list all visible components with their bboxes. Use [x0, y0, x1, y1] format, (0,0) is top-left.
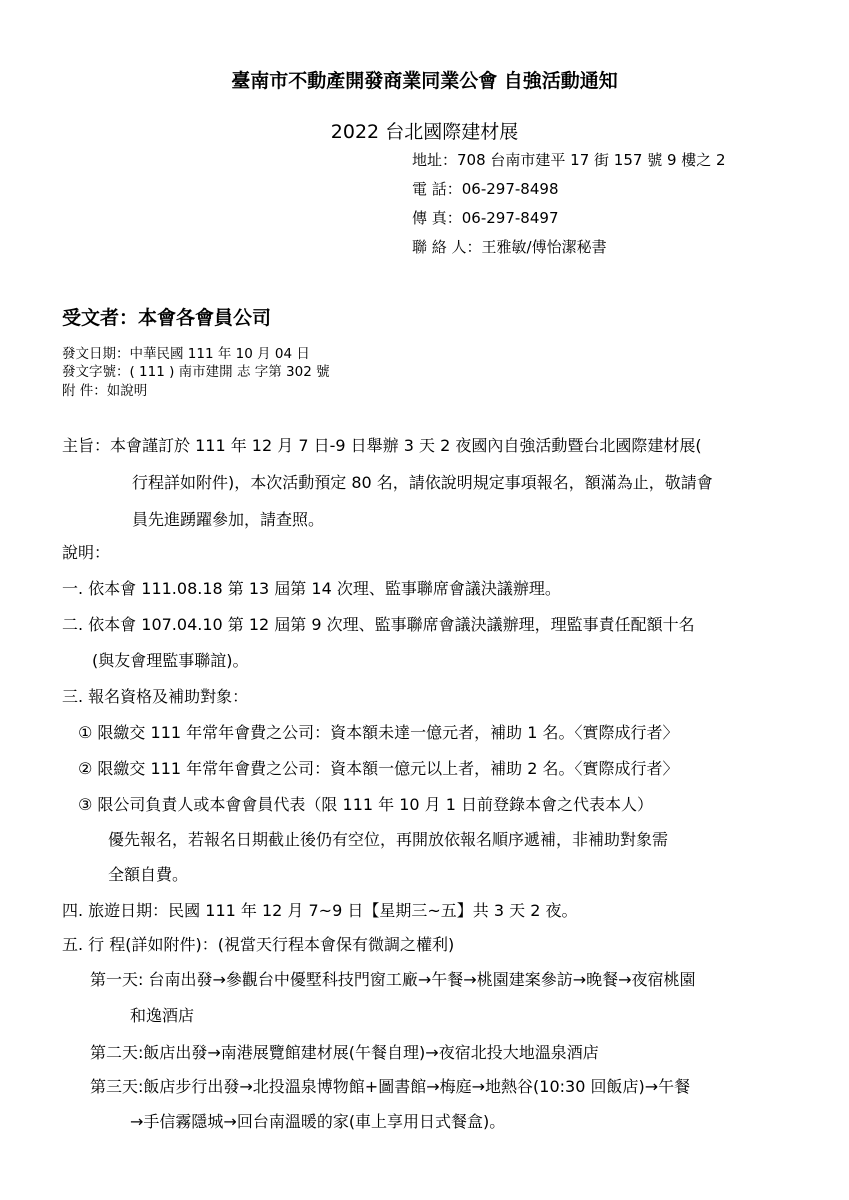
itinerary-day-1: 第一天: 台南出發→參觀台中優墅科技門窗工廠→午餐→桃園建案參訪→晚餐→夜宿桃園 — [90, 970, 696, 989]
eligibility-item-3: ③ 限公司負責人或本會會員代表（限 111 年 10 月 1 日前登錄本會之代表本人） — [78, 795, 654, 814]
explanation-item-3: 三. 報名資格及補助對象： — [62, 687, 249, 706]
document-number: 發文字號：( 111 ) 南市建開 志 字第 302 號 — [62, 364, 330, 380]
subject-line-2: 行程詳如附件)，本次活動預定 80 名，請依說明規定事項報名，額滿為止，敬請會 — [132, 473, 713, 492]
eligibility-item-2: ② 限繳交 111 年常年會費之公司：資本額一億元以上者，補助 2 名。〈實際成行者〉 — [78, 759, 679, 778]
itinerary-day-1-cont: 和逸酒店 — [130, 1006, 195, 1025]
eligibility-item-3-cont-1: 優先報名，若報名日期截止後仍有空位，再開放依報名順序遞補，非補助對象需 — [108, 830, 669, 849]
recipient: 受文者：本會各會員公司 — [62, 307, 272, 329]
eligibility-item-3-cont-2: 全額自費。 — [108, 865, 189, 884]
itinerary-day-2: 第二天:飯店出發→南港展覽館建材展(午餐自理)→夜宿北投大地溫泉酒店 — [90, 1043, 599, 1062]
contact-fax: 傳 真：06-297-8497 — [412, 209, 559, 227]
explanation-item-2-cont: (與友會理監事聯誼)。 — [92, 651, 249, 670]
explanation-item-1: 一. 依本會 111.08.18 第 13 屆第 14 次理、監事聯席會議決議辦理。 — [62, 579, 561, 598]
subject-line-3: 員先進踴躍參加，請查照。 — [132, 510, 325, 529]
itinerary-day-3: 第三天:飯店步行出發→北投溫泉博物館+圖書館→梅庭→地熱谷(10:30 回飯店)→午餐 — [90, 1077, 691, 1096]
explanation-item-2: 二. 依本會 107.04.10 第 12 屆第 9 次理、監事聯席會議決議辦理，理監事責任配額十名 — [62, 615, 695, 634]
explanation-heading: 說明： — [62, 543, 111, 562]
contact-person: 聯 絡 人：王雅敏/傅怡潔秘書 — [412, 238, 607, 256]
document-subtitle: 2022 台北國際建材展 — [330, 121, 519, 143]
eligibility-item-1: ① 限繳交 111 年常年會費之公司：資本額未達一億元者，補助 1 名。〈實際成行者〉 — [78, 723, 679, 742]
explanation-item-4: 四. 旅遊日期：民國 111 年 12 月 7~9 日【星期三~五】共 3 天 2 夜。 — [62, 901, 578, 920]
itinerary-day-3-cont: →手信霧隱城→回台南溫暖的家(車上享用日式餐盒)。 — [130, 1112, 506, 1131]
attachment-note: 附 件：如說明 — [62, 383, 148, 399]
explanation-item-5: 五. 行 程(詳如附件)：(視當天行程本會保有微調之權利) — [62, 935, 455, 954]
document-title: 臺南市不動產開發商業同業公會 自強活動通知 — [231, 70, 618, 92]
contact-phone: 電 話：06-297-8498 — [412, 180, 559, 198]
contact-address: 地址：708 台南市建平 17 街 157 號 9 樓之 2 — [412, 151, 726, 169]
subject-line-1: 主旨：本會謹訂於 111 年 12 月 7 日-9 日舉辦 3 天 2 夜國內自強活動暨台北國際建材展( — [62, 436, 702, 455]
issue-date: 發文日期：中華民國 111 年 10 月 04 日 — [62, 346, 310, 362]
